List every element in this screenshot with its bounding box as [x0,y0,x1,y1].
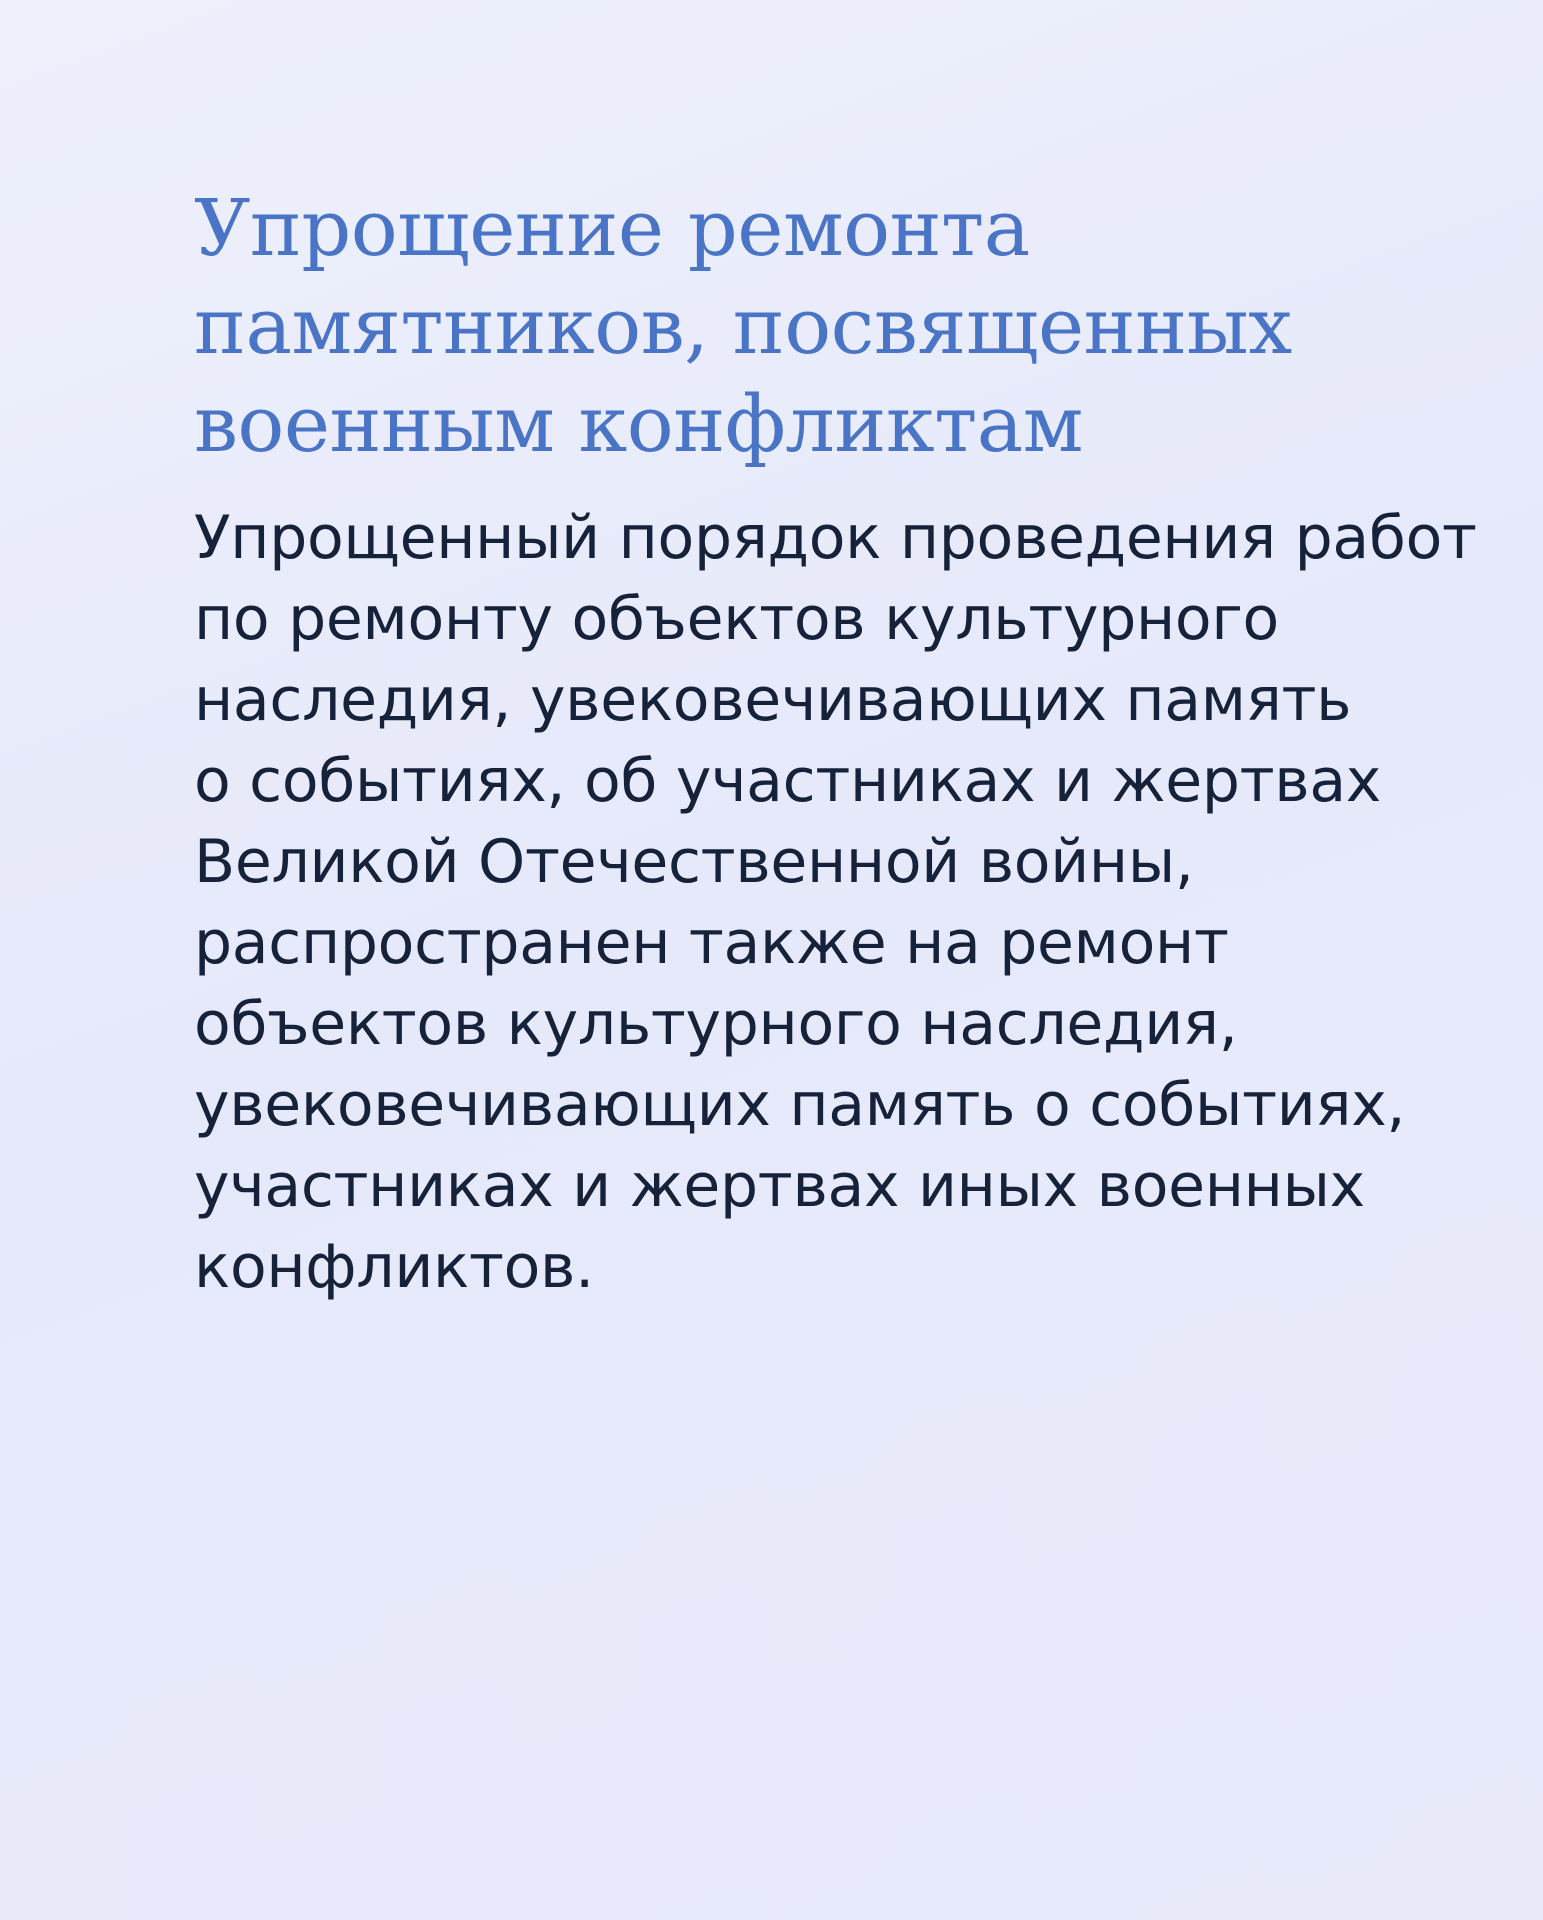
slide-body-text [194,498,1477,1308]
body-line: о событиях, об участниках и жертвах [194,746,1382,816]
body-line: наследия, увековечивающих память [194,665,1352,735]
body-line: по ремонту объектов культурного [194,584,1279,654]
body-line: конфликтов. [194,1232,594,1302]
body-line: Упрощенный порядок проведения работ [194,503,1477,573]
slide-title-line: памятников, посвященных [194,282,1292,372]
body-line: объектов культурного наследия, [194,989,1238,1059]
body-line: распространен также на ремонт [194,908,1229,978]
slide-title-line: Упрощение ремонта [194,184,1030,274]
slide-title-line: военным конфликтам [194,380,1083,470]
body-line: увековечивающих память о событиях, [194,1070,1406,1140]
slide-content [194,180,1477,1308]
slide-title [194,180,1454,474]
body-line: Великой Отечественной войны, [194,827,1194,897]
body-line: участниках и жертвах иных военных [194,1151,1365,1221]
